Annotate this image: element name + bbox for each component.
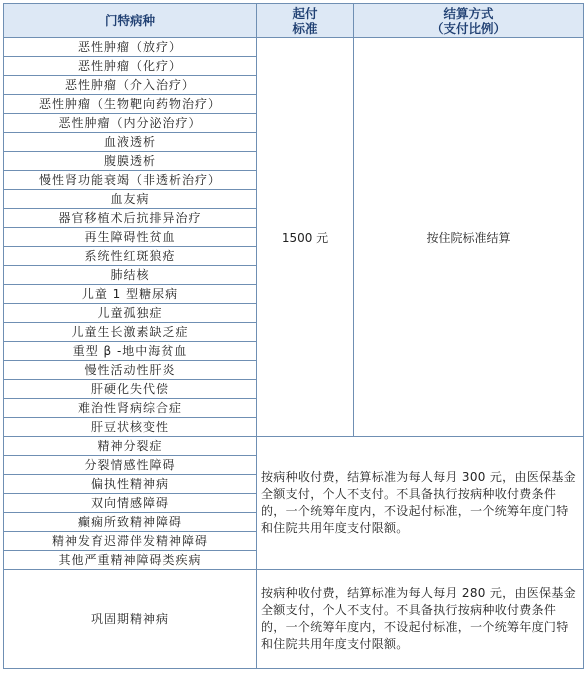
disease-cell: 慢性肾功能衰竭（非透析治疗） [4, 171, 257, 190]
table-row [4, 570, 584, 669]
disease-cell: 血友病 [4, 190, 257, 209]
disease-cell: 系统性红斑狼疮 [4, 247, 257, 266]
settlement-description: 按病种收付费，结算标准为每人每月 280 元，由医保基金全额支付，个人不支付。不具备执行按病种收付费条件的，一个统筹年度内，不设起付标准，一个统筹年度门特和住院共用年度支付限额。 [257, 570, 584, 669]
disease-cell: 儿童孤独症 [4, 304, 257, 323]
disease-cell: 双向情感障碍 [4, 494, 257, 513]
disease-settlement-table [3, 3, 584, 669]
disease-cell: 腹膜透析 [4, 152, 257, 171]
disease-cell: 肝硬化失代偿 [4, 380, 257, 399]
table-row [4, 38, 584, 57]
disease-cell: 恶性肿瘤（放疗） [4, 38, 257, 57]
disease-cell: 再生障碍性贫血 [4, 228, 257, 247]
settlement-description: 按病种收付费，结算标准为每人每月 300 元，由医保基金全额支付，个人不支付。不具备执行按病种收付费条件的，一个统筹年度内，不设起付标准，一个统筹年度门特和住院共用年度支付限额。 [257, 437, 584, 570]
disease-cell: 精神分裂症 [4, 437, 257, 456]
disease-cell: 其他严重精神障碍类疾病 [4, 551, 257, 570]
header-threshold: 起付 标准 [257, 4, 354, 38]
disease-cell: 器官移植术后抗排异治疗 [4, 209, 257, 228]
disease-cell: 肺结核 [4, 266, 257, 285]
disease-cell: 偏执性精神病 [4, 475, 257, 494]
threshold-cell: 1500 元 [257, 38, 354, 437]
header-disease: 门特病种 [4, 4, 257, 38]
disease-cell: 慢性活动性肝炎 [4, 361, 257, 380]
disease-cell: 血液透析 [4, 133, 257, 152]
disease-cell: 恶性肿瘤（介入治疗） [4, 76, 257, 95]
settlement-cell: 按住院标准结算 [354, 38, 584, 437]
disease-cell: 恶性肿瘤（化疗） [4, 57, 257, 76]
disease-cell: 儿童 1 型糖尿病 [4, 285, 257, 304]
disease-cell: 肝豆状核变性 [4, 418, 257, 437]
disease-cell: 难治性肾病综合症 [4, 399, 257, 418]
disease-cell: 恶性肿瘤（生物靶向药物治疗） [4, 95, 257, 114]
disease-cell: 重型 β -地中海贫血 [4, 342, 257, 361]
table-row [4, 437, 584, 456]
disease-cell: 分裂情感性障碍 [4, 456, 257, 475]
header-settlement: 结算方式 （支付比例） [354, 4, 584, 38]
disease-cell: 癫痫所致精神障碍 [4, 513, 257, 532]
disease-cell: 儿童生长激素缺乏症 [4, 323, 257, 342]
disease-cell: 精神发育迟滞伴发精神障碍 [4, 532, 257, 551]
header-row [4, 4, 584, 38]
disease-cell: 恶性肿瘤（内分泌治疗） [4, 114, 257, 133]
disease-cell: 巩固期精神病 [4, 570, 257, 669]
